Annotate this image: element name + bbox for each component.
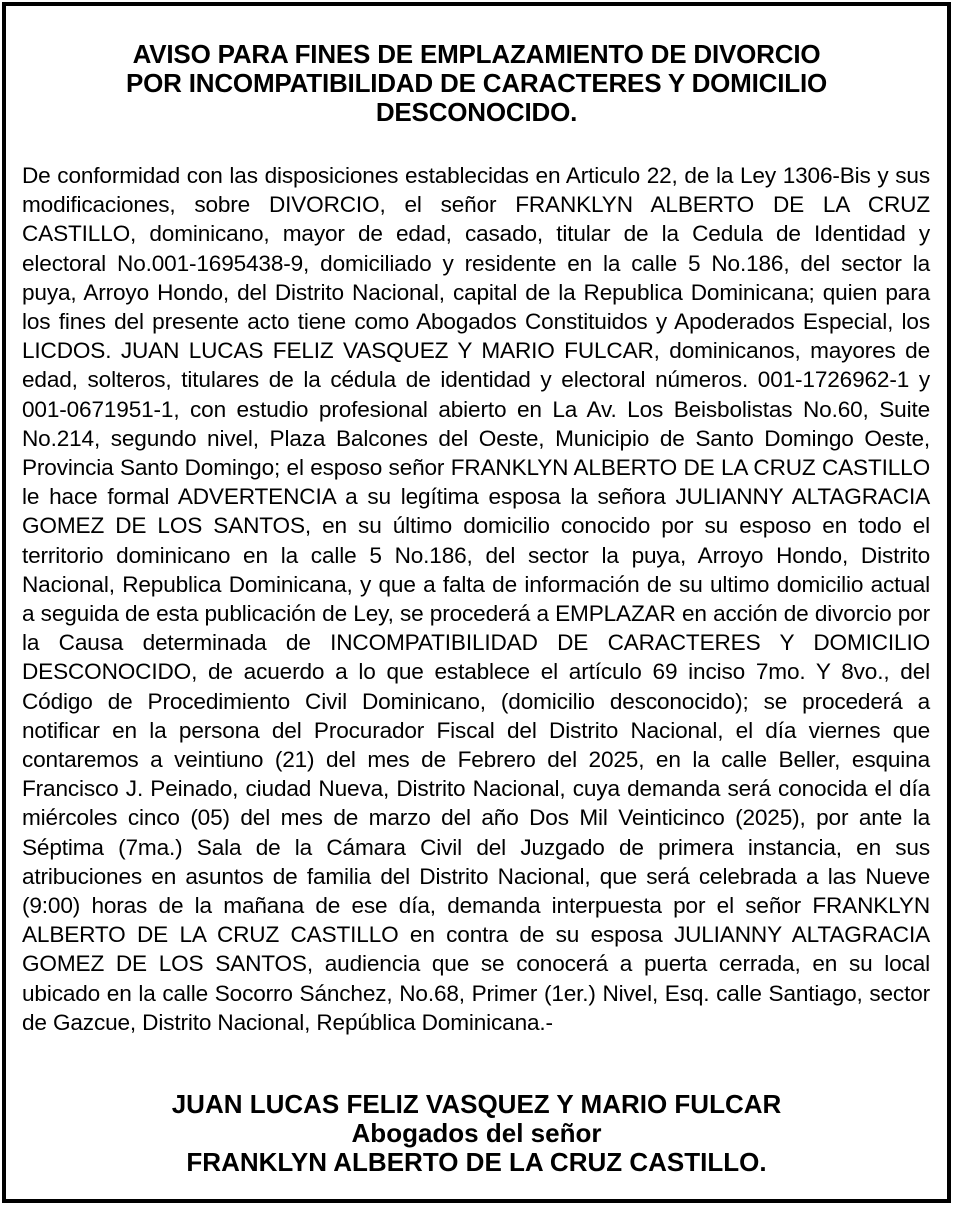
legal-notice-box — [2, 2, 951, 1203]
notice-title: AVISO PARA FINES DE EMPLAZAMIENTO DE DIVORCIO POR INCOMPATIBILIDAD DE CARACTERES Y DOMICILIO DESCONOCIDO. — [125, 39, 827, 127]
signature-block — [6, 1090, 947, 1177]
signature-client: FRANKLYN ALBERTO DE LA CRUZ CASTILLO. — [186, 1147, 767, 1177]
notice-body: De conformidad con las disposiciones establecidas en Articulo 22, de la Ley 1306-Bis y sus modificaciones, sobre DIVORCIO, el señor FRANKLYN ALBERTO DE LA CRUZ CASTILLO, dominicano, mayor de edad, casado, titular de la Cedula de Identidad y electoral No.001-1695438-9, domiciliado y residente en la calle 5 No.186, del sector la puya, Arroyo Hondo, del Distrito Nacional, capital de la Republica Dominicana; quien para los fines del presente acto tiene como Abogados Constituidos y Apoderados Especial, los LICDOS. JUAN LUCAS FELIZ VASQUEZ Y MARIO FULCAR, dominicanos, mayores de edad, solteros, titulares de la cédula de identidad y electoral números. 001-1726962-1 y 001-0671951-1, con estudio profesional abierto en La Av. Los Beisbolistas No.60, Suite No.214, segundo nivel, Plaza Balcones del Oeste, Municipio de Santo Domingo Oeste, Provincia Santo Domingo; el esposo señor FRANKLYN ALBERTO DE LA CRUZ CASTILLO le hace formal ADVERTENCIA a su legítima esposa la señora JULIANNY ALTAGRACIA GOMEZ DE LOS SANTOS, en su último domicilio conocido por su esposo en todo el territorio dominicano en la calle 5 No.186, del sector la puya, Arroyo Hondo, Distrito Nacional, Republica Dominicana, y que a falta de información de su ultimo domicilio actual a seguida de esta publicación de Ley, se procederá a EMPLAZAR en acción de divorcio por la Causa determinada de INCOMPATIBILIDAD DE CARACTERES Y DOMICILIO DESCONOCIDO, de acuerdo a lo que establece el artículo 69 inciso 7mo. Y 8vo., del Código de Procedimiento Civil Dominicano, (domicilio desconocido); se procederá a notificar en la persona del Procurador Fiscal del Distrito Nacional, el día viernes que contaremos a veintiuno (21) del mes de Febrero del 2025, en la calle Beller, esquina Francisco J. Peinado, ciudad Nueva, Distrito Nacional, cuya demanda será conocida el día miércoles cinco (05) del mes de marzo del año Dos Mil Veinticinco (2025), por ante la Séptima (7ma.) Sala de la Cámara Civil del Juzgado de primera instancia, en sus atribuciones en asuntos de familia del Distrito Nacional, que será celebrada a las Nueve (9:00) horas de la mañana de ese día, demanda interpuesta por el señor FRANKLYN ALBERTO DE LA CRUZ CASTILLO en contra de su esposa JULIANNY ALTAGRACIA GOMEZ DE LOS SANTOS, audiencia que se conocerá a puerta cerrada, en su local ubicado en la calle Socorro Sánchez, No.68, Primer (1er.) Nivel, Esq. calle Santiago, sector de Gazcue, Distrito Nacional, República Dominicana.- — [22, 163, 930, 1035]
signature-role: Abogados del señor — [351, 1118, 602, 1148]
signature-lawyers: JUAN LUCAS FELIZ VASQUEZ Y MARIO FULCAR — [171, 1089, 782, 1119]
